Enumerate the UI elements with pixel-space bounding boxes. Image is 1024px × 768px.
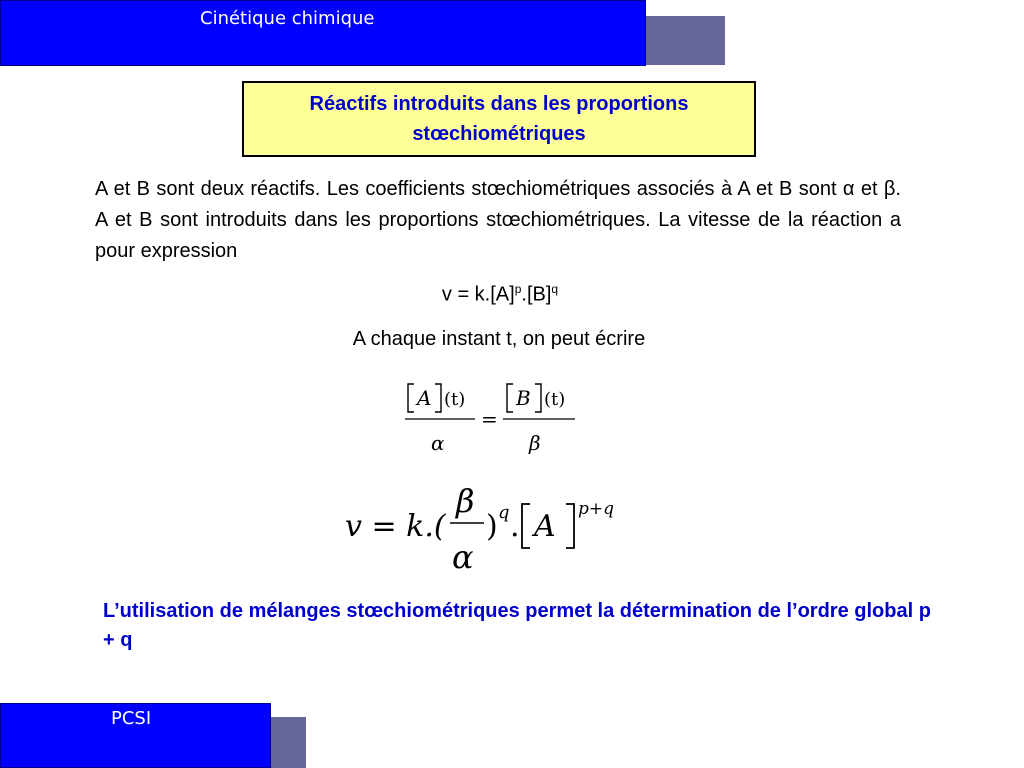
bracket-right-close: [535, 384, 541, 412]
num-right-species: B: [516, 386, 531, 410]
conclusion-text: L’utilisation de mélanges stœchiométriques permet la détermination de l’ordre global p + q: [103, 600, 931, 651]
eq2-bracket-open: [522, 504, 530, 548]
footer-title: PCSI: [111, 708, 152, 729]
bracket-left-close: [435, 384, 441, 412]
rate-expression-equation: [340, 478, 640, 578]
eq2-lhs: v = k.(: [345, 509, 446, 544]
den-left: α: [431, 431, 445, 455]
eq2-frac-num: β: [456, 482, 475, 520]
section-heading-box: [242, 81, 756, 157]
rate-law-expression: [0, 282, 1000, 307]
intro-paragraph: A et B sont deux réactifs. Les coefficients stœchiométriques associés à A et B sont α et β. A et B sont introduits dans les proportions stœchiométriques. La vitesse de la réaction a pour expression: [95, 178, 901, 262]
eq2-close-paren: ): [486, 509, 498, 544]
eq2-species: A: [534, 509, 556, 544]
stoichiometric-ratio-equation: [395, 372, 585, 462]
bracket-right-open: [507, 384, 513, 412]
rate-law-mid: .[B]: [521, 283, 552, 306]
rate-law-lhs: v = k.[A]: [441, 283, 515, 306]
equals-sign: =: [481, 407, 498, 431]
rate-law-exponent-p: p: [514, 282, 522, 296]
rate-law-exponent-q: q: [551, 282, 559, 296]
footer-shadow-block: [271, 717, 306, 768]
num-left-time: (t): [444, 389, 466, 410]
header-title: Cinétique chimique: [200, 8, 375, 29]
bracket-left-open: [408, 384, 414, 412]
num-left-species: A: [417, 386, 432, 410]
eq2-dot: .: [510, 509, 520, 544]
num-right-time: (t): [544, 389, 566, 410]
eq2-frac-den: α: [452, 538, 474, 576]
eq2-exponent-total: p+q: [578, 499, 615, 519]
den-right: β: [529, 431, 541, 455]
section-heading: Réactifs introduits dans les proportions stœchiométriques: [309, 93, 689, 145]
eq2-exponent-q: q: [498, 502, 510, 523]
eq2-bracket-close: [566, 504, 574, 548]
header-shadow-block: [646, 16, 725, 65]
instant-statement: A chaque instant t, on peut écrire: [352, 328, 646, 350]
